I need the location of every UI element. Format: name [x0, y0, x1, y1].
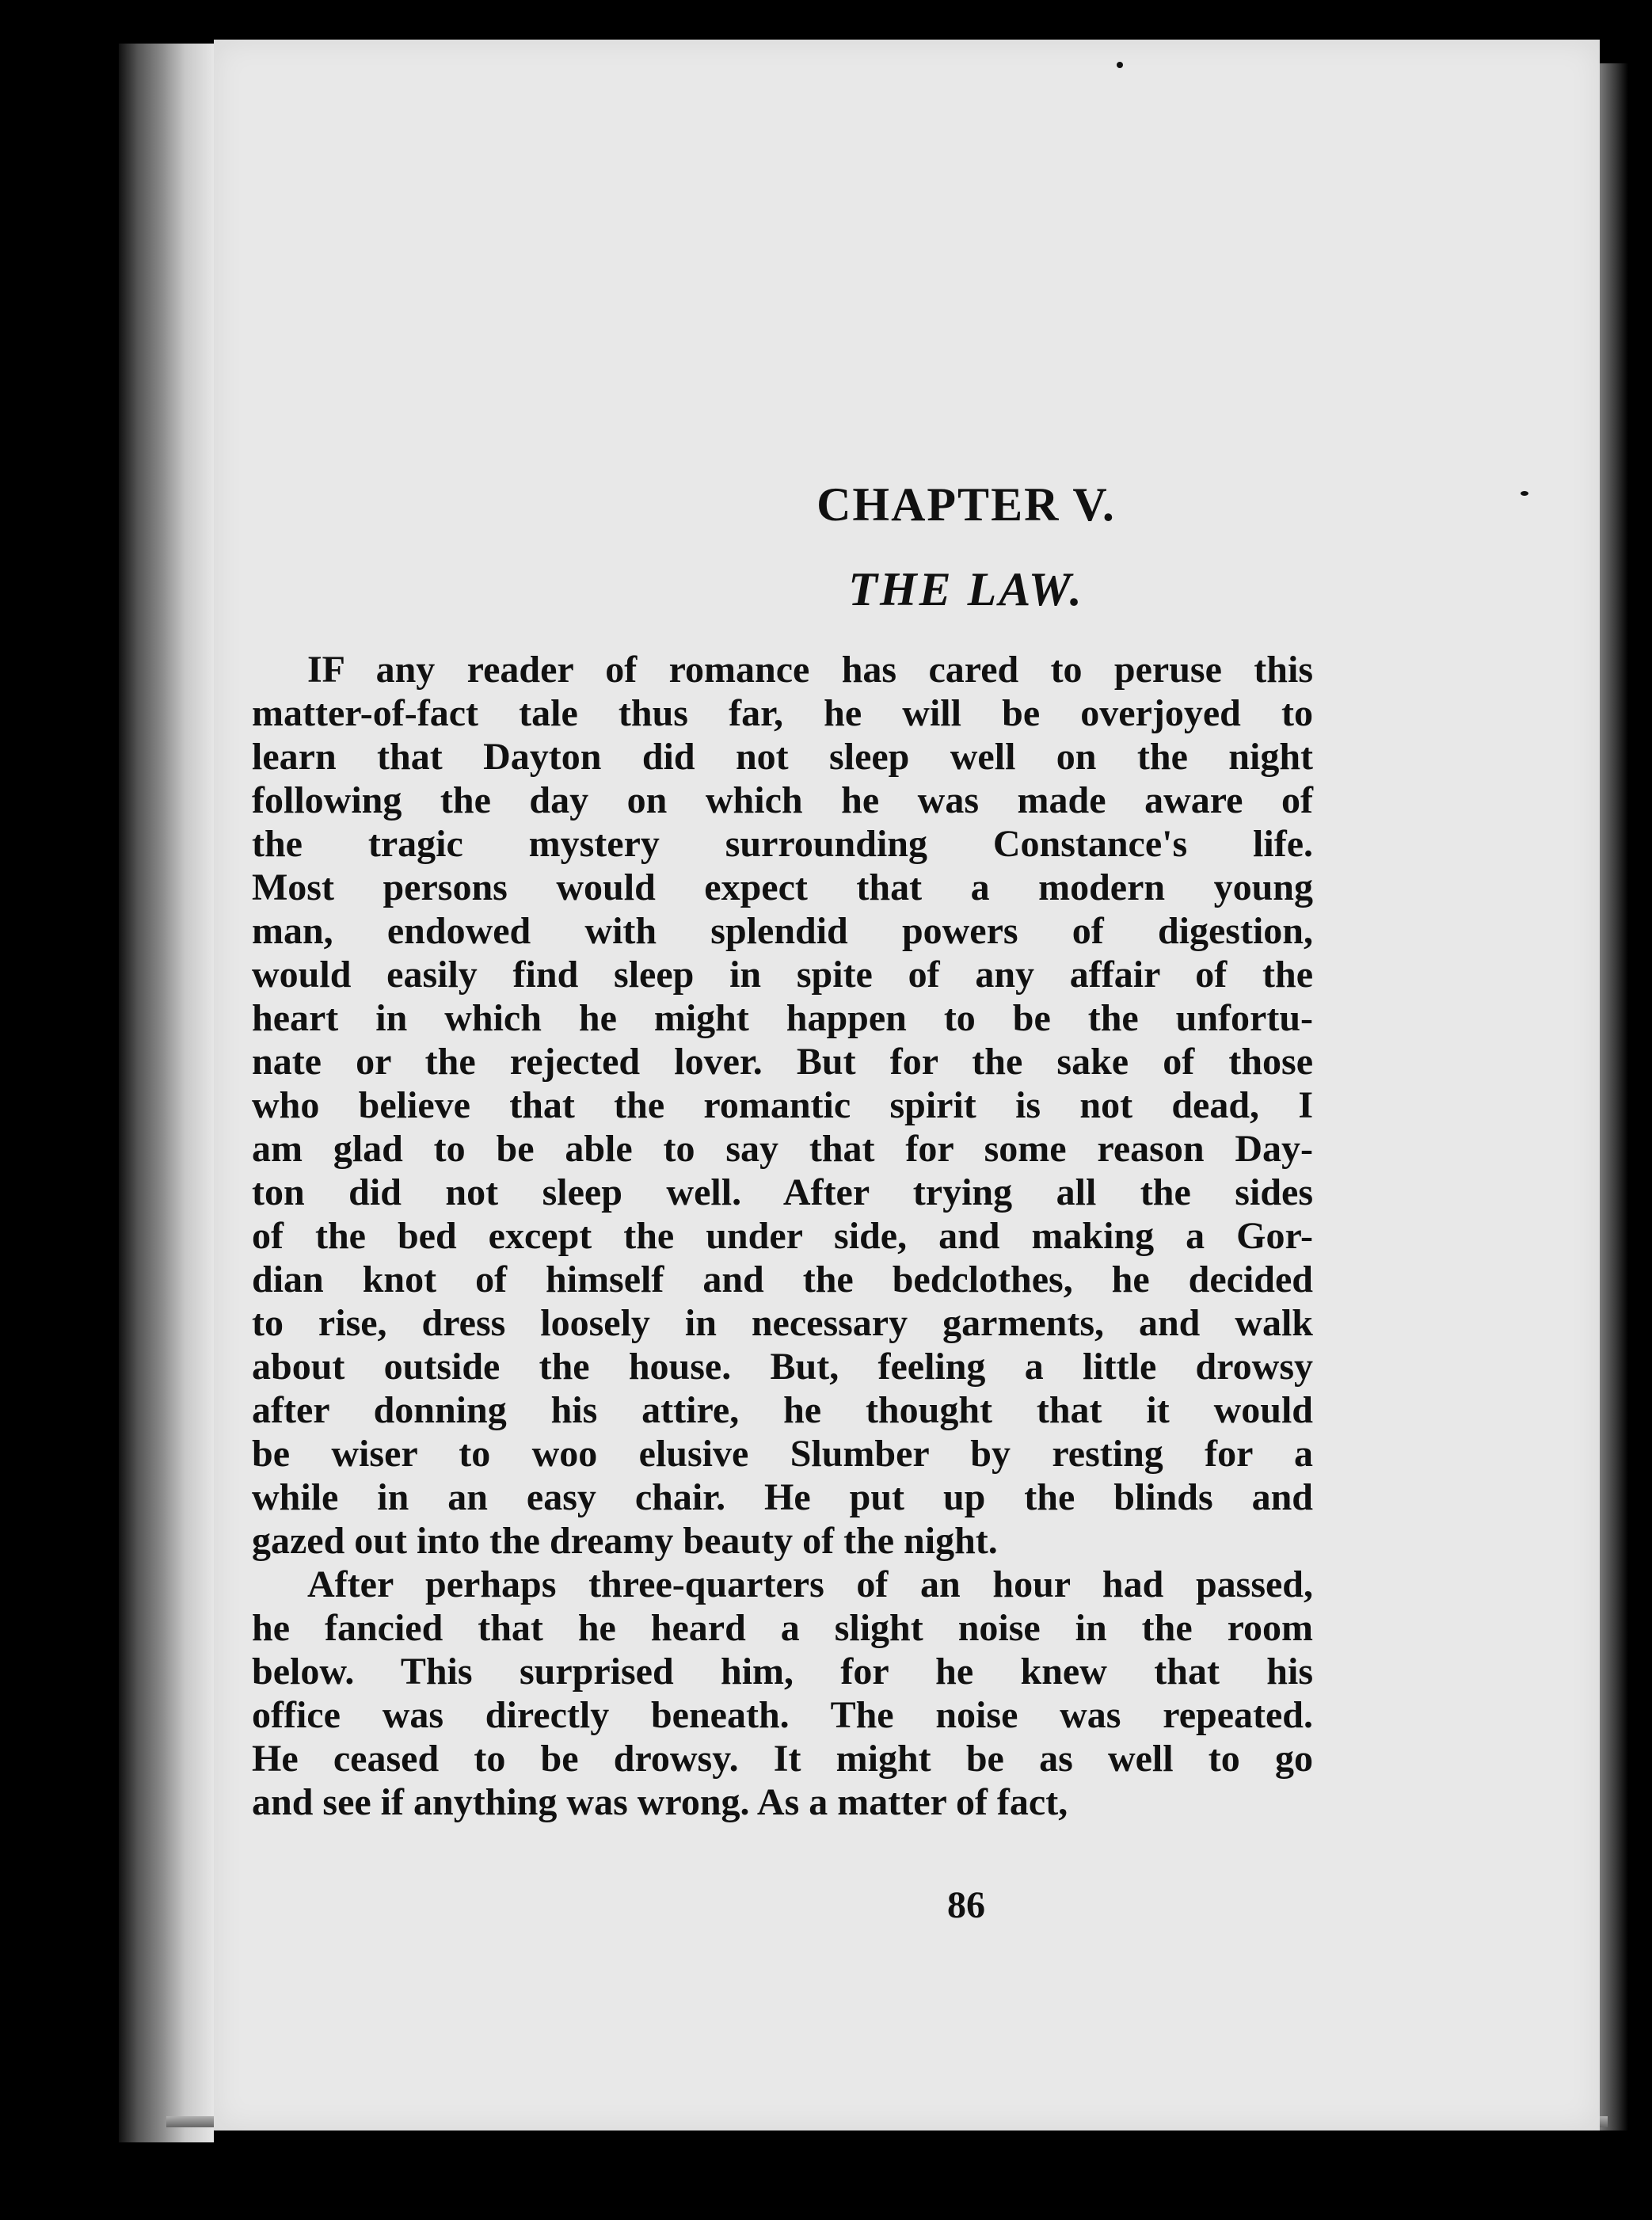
text-line: Most persons would expect that a modern young	[252, 866, 1313, 908]
text-line: ton did not sleep well. After trying all the sides	[252, 1171, 1313, 1213]
text-line: and see if anything was wrong. As a matter of fact,	[252, 1781, 1068, 1823]
text-line: After perhaps three-quarters of an hour had passed,	[307, 1563, 1313, 1605]
chapter-title: THE LAW.	[848, 563, 1084, 615]
text-line: about outside the house. But, feeling a little drowsy	[252, 1346, 1313, 1388]
text-line: He ceased to be drowsy. It might be as well to go	[252, 1738, 1313, 1780]
page-number: 86	[947, 1884, 985, 1926]
text-line: the tragic mystery surrounding Constance's life.	[252, 823, 1313, 865]
text-line: following the day on which he was made aware of	[252, 779, 1313, 821]
text-line: would easily find sleep in spite of any affair of the	[252, 954, 1313, 996]
body-text	[252, 648, 1313, 1824]
text-line: below. This surprised him, for he knew that his	[252, 1651, 1313, 1693]
left-binding-gutter	[119, 44, 214, 2142]
text-line: dian knot of himself and the bedclothes, he decided	[252, 1259, 1313, 1300]
text-line: who believe that the romantic spirit is not dead, I	[252, 1084, 1313, 1126]
text-line: office was directly beneath. The noise was repeated.	[252, 1694, 1313, 1736]
paragraph	[252, 1563, 1313, 1824]
chapter-heading: CHAPTER V.	[816, 478, 1116, 531]
text-line: man, endowed with splendid powers of digestion,	[252, 910, 1313, 952]
text-line: after donning his attire, he thought that it would	[252, 1389, 1313, 1431]
text-line: learn that Dayton did not sleep well on the night	[252, 736, 1313, 778]
paragraph	[252, 648, 1313, 1563]
text-line: matter-of-fact tale thus far, he will be overjoyed to	[252, 692, 1313, 734]
text-line: be wiser to woo elusive Slumber by resting for a	[252, 1433, 1313, 1475]
text-line: am glad to be able to say that for some reason Day-	[252, 1128, 1313, 1170]
scan-speck	[1117, 62, 1123, 68]
text-line: to rise, dress loosely in necessary garments, and walk	[252, 1302, 1313, 1344]
text-line: nate or the rejected lover. But for the sake of those	[252, 1041, 1313, 1083]
text-line: IF any reader of romance has cared to peruse this	[307, 649, 1313, 691]
text-line: of the bed except the under side, and making a Gor-	[252, 1215, 1313, 1257]
text-line: he fancied that he heard a slight noise in the room	[252, 1607, 1313, 1649]
text-line: while in an easy chair. He put up the blinds and	[252, 1476, 1313, 1518]
text-line: heart in which he might happen to be the unfortu-	[252, 997, 1313, 1039]
text-line: gazed out into the dreamy beauty of the night.	[252, 1520, 998, 1562]
